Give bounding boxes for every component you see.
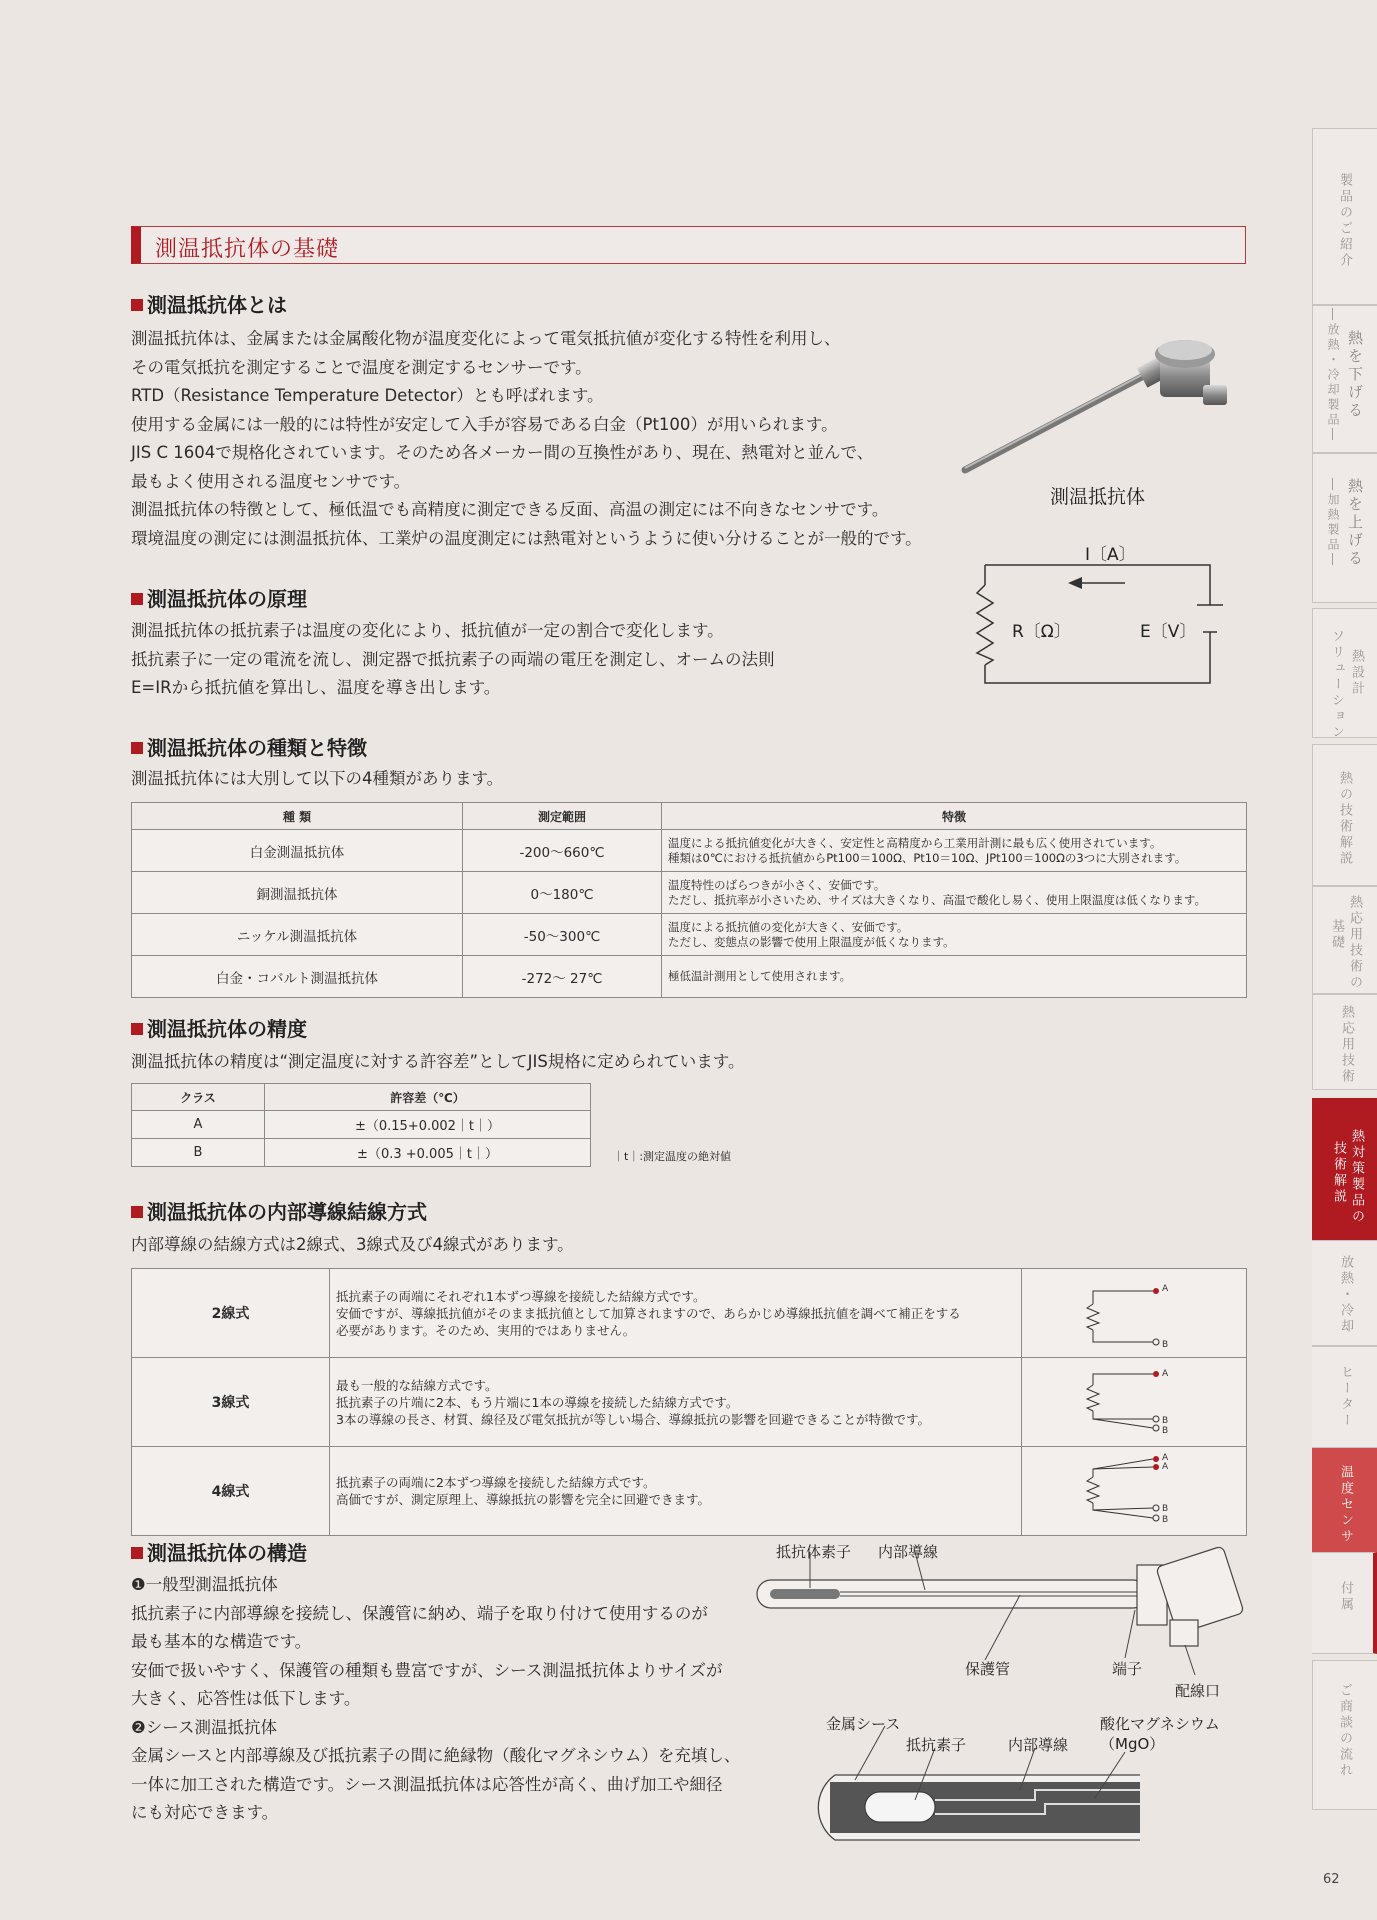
table-row: 2線式 抵抗素子の両端にそれぞれ1本ずつ導線を接続した結線方式です。 安価ですが、導線抵抗値がそのまま抵抗値として加算されますので、あらかじめ導線抵抗値を調べて補正をする 必要があります。そのため、実用的ではありません。 A B xyxy=(132,1269,1247,1358)
heading-types: 測温抵抗体の種類と特徴 xyxy=(131,732,367,761)
fig2-sheath-label: 金属シース xyxy=(826,1715,901,1733)
table-row: 銅測温抵抗体 0〜180℃ 温度特性のばらつきが小さく、安価です。 ただし、抵抗率が小さいため、サイズは大きくなり、高温で酸化し易く、使用上限温度は低くなります。 xyxy=(132,872,1247,914)
current-label: I〔A〕 xyxy=(1085,545,1136,565)
tab-countermeasure[interactable]: 熱対策製品の 技術解説 xyxy=(1312,1098,1377,1240)
fig2-lead-label: 内部導線 xyxy=(1008,1736,1069,1754)
table-row: 白金・コバルト測温抵抗体 -272〜 27℃ 極低温計測用として使用されます。 xyxy=(132,956,1247,998)
fig1-terminal-label: 端子 xyxy=(1112,1660,1143,1678)
svg-text:B: B xyxy=(1162,1339,1169,1350)
table-row: ニッケル測温抵抗体 -50〜300℃ 温度による抵抗値の変化が大きく、安価です。 ただし、変態点の影響で使用上限温度が低くなります。 xyxy=(132,914,1247,956)
accuracy-note: ｜t｜:測定温度の絶対値 xyxy=(613,1150,732,1163)
tab-temperature-sensor[interactable]: 温度センサ xyxy=(1312,1448,1377,1552)
resistance-label: R〔Ω〕 xyxy=(1012,622,1071,642)
tab-cooling[interactable]: 熱を下げる ―放熱・冷却製品― xyxy=(1312,305,1377,453)
tab-heater-sub[interactable]: ヒーター xyxy=(1312,1346,1377,1448)
section-title-bar xyxy=(131,226,1246,264)
heading-principle: 測温抵抗体の原理 xyxy=(131,583,307,612)
table-row: 3線式 最も一般的な結線方式です。 抵抗素子の片端に2本、もう片端に1本の導線を接続した結線方式です。 3本の導線の長さ、材質、線径及び電気抵抗が等しい場合、導線抵抗の影響を回避できることが特徴です。 A B B xyxy=(132,1358,1247,1447)
tab-applied[interactable]: 熱応用技術 xyxy=(1312,994,1377,1090)
svg-text:B: B xyxy=(1162,1415,1169,1426)
svg-text:B: B xyxy=(1162,1514,1169,1525)
heading-what: 測温抵抗体とは xyxy=(131,289,287,318)
tab-heating[interactable]: 熱を上げる ―加熱製品― xyxy=(1312,453,1377,603)
page-number: 62 xyxy=(1323,1872,1340,1887)
sheath-type-diagram xyxy=(795,1720,1145,1845)
wiring-2wire-diagram xyxy=(1023,1274,1245,1350)
tab-thermal-design[interactable]: 熱設計 ソリューション xyxy=(1312,608,1377,738)
tab-accessory[interactable]: 付属 xyxy=(1312,1552,1377,1654)
principle-paragraph: 測温抵抗体の抵抗素子は温度の変化により、抵抗値が一定の割合で変化します。 抵抗素子に一定の電流を流し、測定器で抵抗素子の両端の電圧を測定し、オームの法則 E=IRから抵抗値を算出し、温度を導き出します。 xyxy=(131,621,775,697)
accuracy-intro: 測温抵抗体の精度は“測定温度に対する許容差”としてJIS規格に定められています。 xyxy=(131,1052,745,1071)
svg-text:A: A xyxy=(1162,1452,1169,1463)
col-feature: 特徴 xyxy=(662,803,1247,830)
fig2-mgo-label: 酸化マグネシウム xyxy=(1100,1715,1220,1733)
table-row: A ±（0.15+0.002｜t｜） xyxy=(132,1111,591,1139)
fig1-element-label: 抵抗体素子 xyxy=(776,1543,852,1561)
fig2-mgo-formula: （MgO） xyxy=(1100,1735,1165,1753)
structure-paragraph: ❶一般型測温抵抗体 抵抗素子に内部導線を接続し、保護管に納め、端子を取り付けて使用するのが 最も基本的な構造です。 安価で扱いやすく、保護管の種類も豊富ですが、シース測温抵抗体よりサイズが 大きく、応答性は低下します。 ❷シース測温抵抗体 金属シースと内部導線及び抵抗素子の間に絶縁物（酸化マグネシウム）を充填し、 一体に加工された構造です。シース測温抵抗体は応答性が高く、曲げ加工や細径 にも対応できます。 xyxy=(131,1575,741,1822)
table-row: 4線式 抵抗素子の両端に2本ずつ導線を接続した結線方式です。 高価ですが、測定原理上、導線抵抗の影響を完全に回避できます。 A A B B xyxy=(132,1447,1247,1536)
svg-text:A: A xyxy=(1162,1283,1169,1294)
fig1-port-label: 配線口 xyxy=(1175,1682,1221,1700)
fig2-element-label: 抵抗素子 xyxy=(906,1736,967,1754)
types-intro: 測温抵抗体には大別して以下の4種類があります。 xyxy=(131,769,504,788)
wiring-table xyxy=(131,1268,1247,1536)
fig1-lead-label: 内部導線 xyxy=(878,1543,939,1561)
tab-technical[interactable]: 熱の技術解説 xyxy=(1312,744,1377,886)
rtd-photo xyxy=(955,330,1265,480)
svg-text:A: A xyxy=(1162,1368,1169,1379)
section-title: 測温抵抗体の基礎 xyxy=(155,237,340,262)
tab-products[interactable]: 製品のご紹介 xyxy=(1312,128,1377,305)
photo-caption: 測温抵抗体 xyxy=(1050,486,1146,508)
what-paragraph: 測温抵抗体は、金属または金属酸化物が温度変化によって電気抵抗値が変化する特性を利用し、 その電気抵抗を測定することで温度を測定するセンサーです。 RTD（Resistance Temperature Detector）とも呼ばれます。 使用する金属には一般的には特性が安定して入手が容易である白金（Pt100）が用いられます。 JIS C 1604で規格化されています。そのため各メーカー間の互換性があり、現在、熱電対と並んで、 最もよく使用される温度センサです。 測温抵抗体の特徴として、極低温でも高精度に測定できる反面、高温の測定には不向きなセンサです。 環境温度の測定には測温抵抗体、工業炉の温度測定には熱電対というように使い分けることが一般的です。 xyxy=(131,329,922,548)
col-type: 種 類 xyxy=(132,803,463,830)
col-range: 測定範囲 xyxy=(463,803,662,830)
svg-text:B: B xyxy=(1162,1425,1169,1436)
tab-applied-basics[interactable]: 熱応用技術の 基礎 xyxy=(1312,886,1377,994)
table-row: B ±（0.3 +0.005｜t｜） xyxy=(132,1139,591,1167)
heading-accuracy: 測温抵抗体の精度 xyxy=(131,1013,307,1042)
heading-wiring: 測温抵抗体の内部導線結線方式 xyxy=(131,1196,427,1225)
types-table xyxy=(131,802,1247,998)
tab-cooling-sub[interactable]: 放熱・冷却 xyxy=(1312,1240,1377,1346)
table-row: 白金測温抵抗体 -200〜660℃ 温度による抵抗値変化が大きく、安定性と高精度から工業用計測に最も広く使用されています。 種類は0℃における抵抗値からPt100＝100Ω、Pt10＝10Ω、JPt100＝100Ωの3つに大別されます。 xyxy=(132,830,1247,872)
tab-business-flow[interactable]: ご商談の流れ xyxy=(1312,1660,1377,1810)
accuracy-table: クラス 許容差（℃） A ±（0.15+0.002｜t｜） B ±（0.3 +0.005｜t｜） xyxy=(131,1083,591,1167)
svg-text:B: B xyxy=(1162,1503,1169,1514)
wiring-4wire-diagram xyxy=(1023,1452,1245,1528)
heading-structure: 測温抵抗体の構造 xyxy=(131,1537,307,1566)
svg-text:A: A xyxy=(1162,1461,1169,1472)
voltage-label: E〔V〕 xyxy=(1140,622,1197,642)
wiring-intro: 内部導線の結線方式は2線式、3線式及び4線式があります。 xyxy=(131,1235,574,1254)
wiring-3wire-diagram xyxy=(1023,1363,1245,1439)
fig1-tube-label: 保護管 xyxy=(965,1660,1011,1678)
